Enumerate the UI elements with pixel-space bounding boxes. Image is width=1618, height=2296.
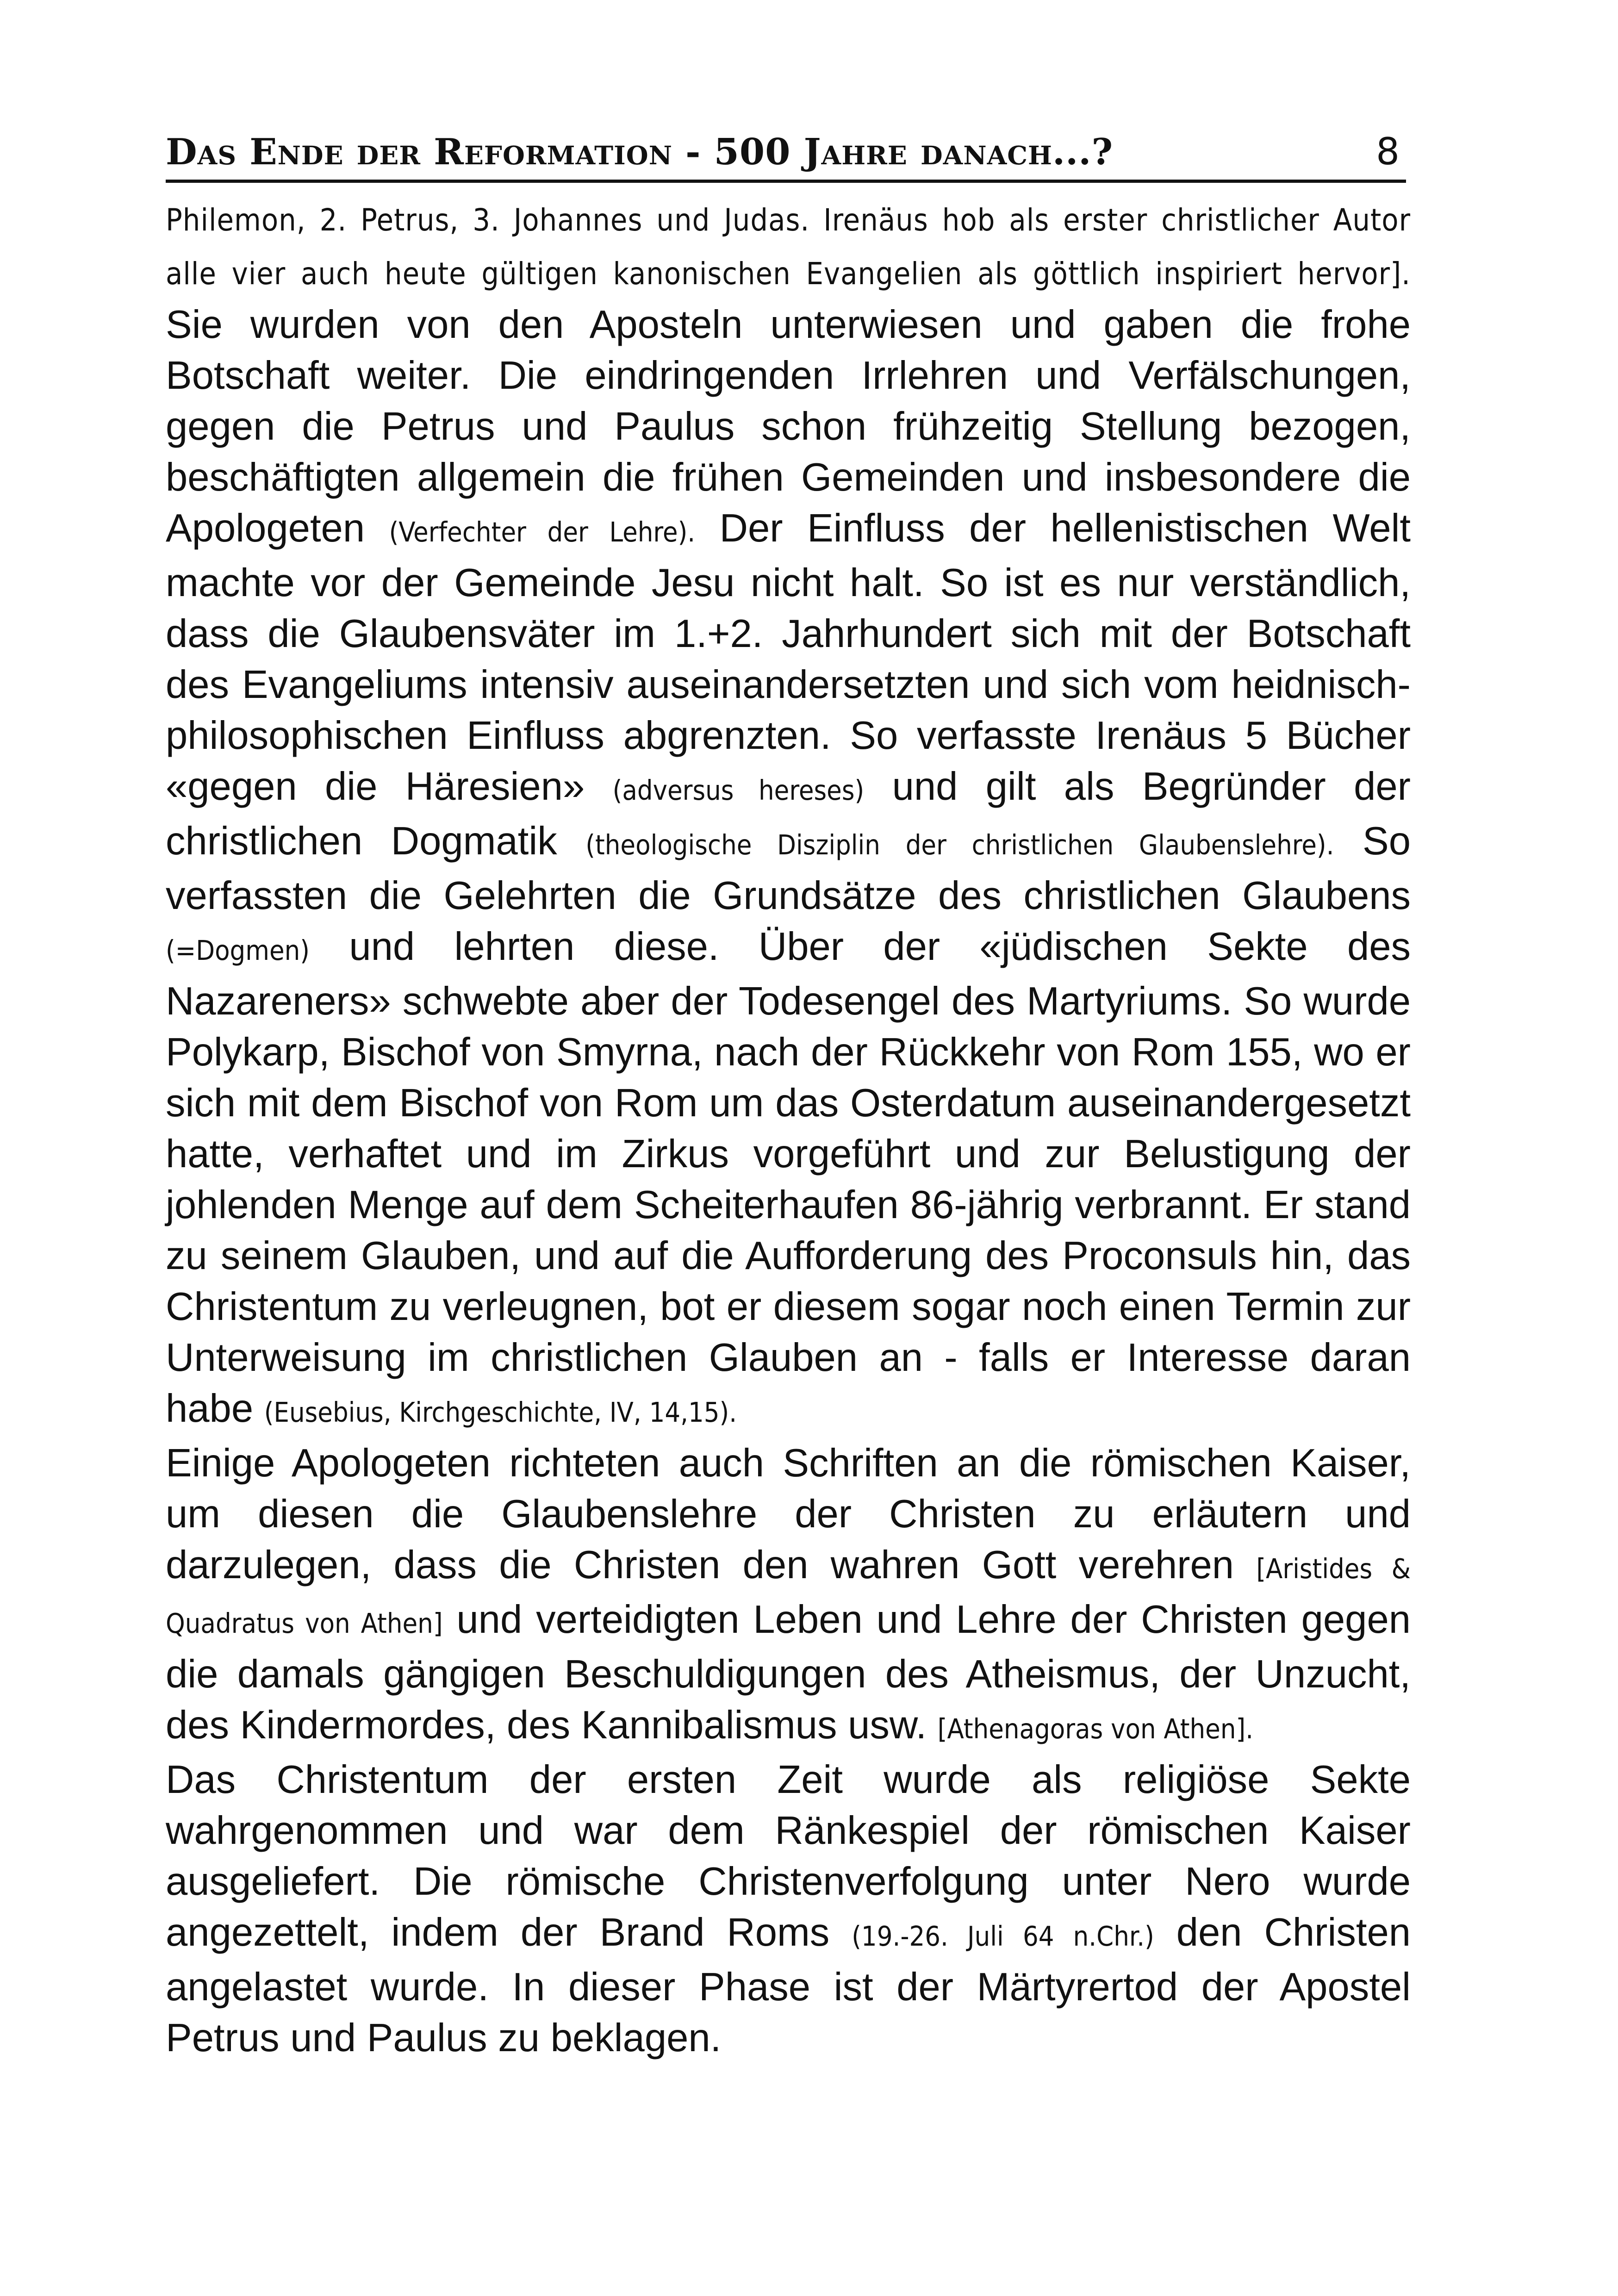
running-title: Das Ende der Reformation - 500 Jahre danach...? [166,131,1114,173]
paragraph [166,1438,1411,1755]
body-text [166,192,1411,2064]
running-header [166,125,1406,183]
text-segment: Der Einfluss der hellenistischen Welt machte vor der Gemeinde Jesu nicht halt. So ist es nur verständlich, dass die Glaubensväter im 1.+2. Jahrhundert sich mit der Botschaft des Evangeliums intensiv auseinandersetzten und sich vom heidnisch-philosophischen Einfluss abgrenzten. So verfasste Irenäus 5 Bücher «gegen die Häresien» [166,506,1411,809]
citation: (Eusebius, Kirchgeschichte, IV, 14,15). [264,1396,737,1428]
text-segment: Das Christentum der ersten Zeit wurde als religiöse Sekte wahrgenommen und war dem Ränkespiel der römischen Kaiser ausgeliefert. Die römische Christenverfolgung unter Nero wurde angezettelt, indem der Brand Roms [166,1758,1411,1954]
page-number: 8 [1376,130,1400,173]
parenthetical-note: (Verfechter der Lehre). [389,516,696,548]
parenthetical-note: (adversus hereses) [612,774,865,806]
citation: [Aristides & Quadratus von Athen] [166,1553,1411,1639]
text-segment: und gilt als Begründer der christlichen Dogmatik [166,765,1411,863]
text-segment: So verfassten die Gelehrten die Grundsätze des christlichen Glaubens [166,819,1411,918]
parenthetical-note: (=Dogmen) [166,934,310,966]
text-segment: Philemon, 2. Petrus, 3. Johannes und Judas. Irenäus hob als erster christlicher Autor alle vier auch heute gültigen kanonischen Evangelien als göttlich inspiriert hervor]. [166,202,1411,292]
text-segment: den Christen angelastet wurde. In dieser Phase ist der Märtyrertod der Apostel Petrus und Paulus zu beklagen. [166,1910,1411,2060]
text-segment: und lehrten diese. Über der «jüdischen Sekte des Nazareners» schwebte aber der Todesengel des Martyriums. So wurde Polykarp, Bischof von Smyrna, nach der Rückkehr von Rom 155, wo er sich mit dem Bischof von Rom um das Osterdatum auseinandergesetzt hatte, verhaftet und im Zirkus vorgeführt und zur Belustigung der johlenden Menge auf dem Scheiterhaufen 86-jährig verbrannt. Er stand zu seinem Glauben, und auf die Aufforderung des Proconsuls hin, das Christentum zu verleugnen, bot er diesem sogar noch einen Termin zur Unterweisung im christlichen Glauben an - falls er Interesse daran habe [166,925,1411,1431]
parenthetical-note: (theologische Disziplin der christlichen Glaubenslehre). [585,829,1334,861]
text-segment: und verteidigten Leben und Lehre der Christen gegen die damals gängigen Beschuldigungen des Atheismus, der Unzucht, des Kindermordes, des Kannibalismus usw. [166,1598,1411,1747]
text-segment: Einige Apologeten richteten auch Schriften an die römischen Kaiser, um diesen die Glaubenslehre der Christen zu erläutern und darzulegen, dass die Christen den wahren Gott verehren [166,1441,1411,1587]
parenthetical-note: (19.-26. Juli 64 n.Chr.) [852,1920,1154,1952]
text-segment: Sie wurden von den Aposteln unterwiesen und gaben die frohe Botschaft weiter. Die eindringenden Irrlehren und Verfälschungen, gegen die Petrus und Paulus schon frühzeitig Stellung bezogen, beschäftigten allgemein die frühen Gemeinden und insbesondere die Apologeten [166,303,1411,550]
paragraph [166,192,1411,1438]
paragraph [166,1755,1411,2064]
citation: [Athenagoras von Athen]. [937,1713,1254,1745]
